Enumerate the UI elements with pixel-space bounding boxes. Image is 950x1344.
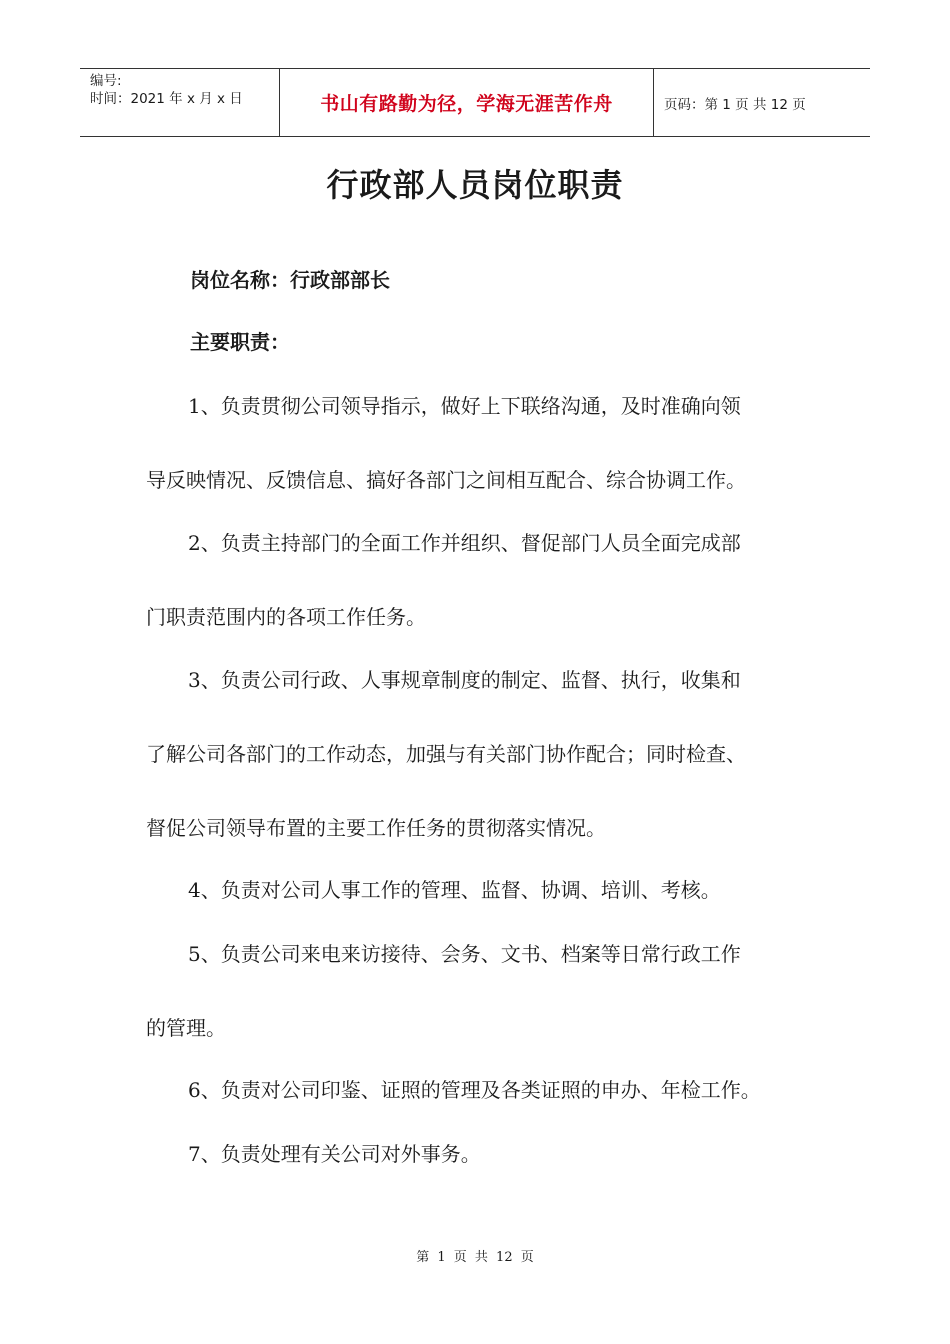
- duty-line: 6、负责对公司印鉴、证照的管理及各类证照的申办、年检工作。: [188, 1078, 761, 1102]
- position-name: 岗位名称：行政部部长: [190, 268, 390, 292]
- duties-heading: 主要职责：: [190, 330, 290, 354]
- duty-line: 导反映情况、反馈信息、搞好各部门之间相互配合、综合协调工作。: [146, 468, 746, 492]
- date-label: 时间：2021 年 x 月 x 日: [90, 91, 243, 107]
- header-page-info-cell: [654, 69, 870, 136]
- page-footer: 第 1 页 共 12 页: [416, 1250, 534, 1265]
- header-meta: [80, 69, 280, 136]
- duty-line: 门职责范围内的各项工作任务。: [146, 605, 426, 629]
- header-motto-cell: [280, 69, 654, 136]
- document-title: 行政部人员岗位职责: [326, 166, 624, 204]
- duty-line: 1、负责贯彻公司领导指示，做好上下联络沟通，及时准确向领: [188, 394, 741, 418]
- duty-line: 的管理。: [146, 1016, 226, 1040]
- header-motto: 书山有路勤为径，学海无涯苦作舟: [320, 93, 613, 115]
- duty-line: 3、负责公司行政、人事规章制度的制定、监督、执行，收集和: [188, 668, 741, 692]
- header-page-info: 页码：第 1 页 共 12 页: [664, 96, 806, 113]
- duty-line: 2、负责主持部门的全面工作并组织、督促部门人员全面完成部: [188, 531, 741, 555]
- duty-line: 7、负责处理有关公司对外事务。: [188, 1142, 481, 1166]
- duty-line: 5、负责公司来电来访接待、会务、文书、档案等日常行政工作: [188, 942, 741, 966]
- document-header: [80, 68, 870, 137]
- serial-label: 编号:: [90, 73, 122, 89]
- duty-line: 督促公司领导布置的主要工作任务的贯彻落实情况。: [146, 816, 606, 840]
- duty-line: 4、负责对公司人事工作的管理、监督、协调、培训、考核。: [188, 878, 721, 902]
- duty-line: 了解公司各部门的工作动态，加强与有关部门协作配合；同时检查、: [146, 742, 746, 766]
